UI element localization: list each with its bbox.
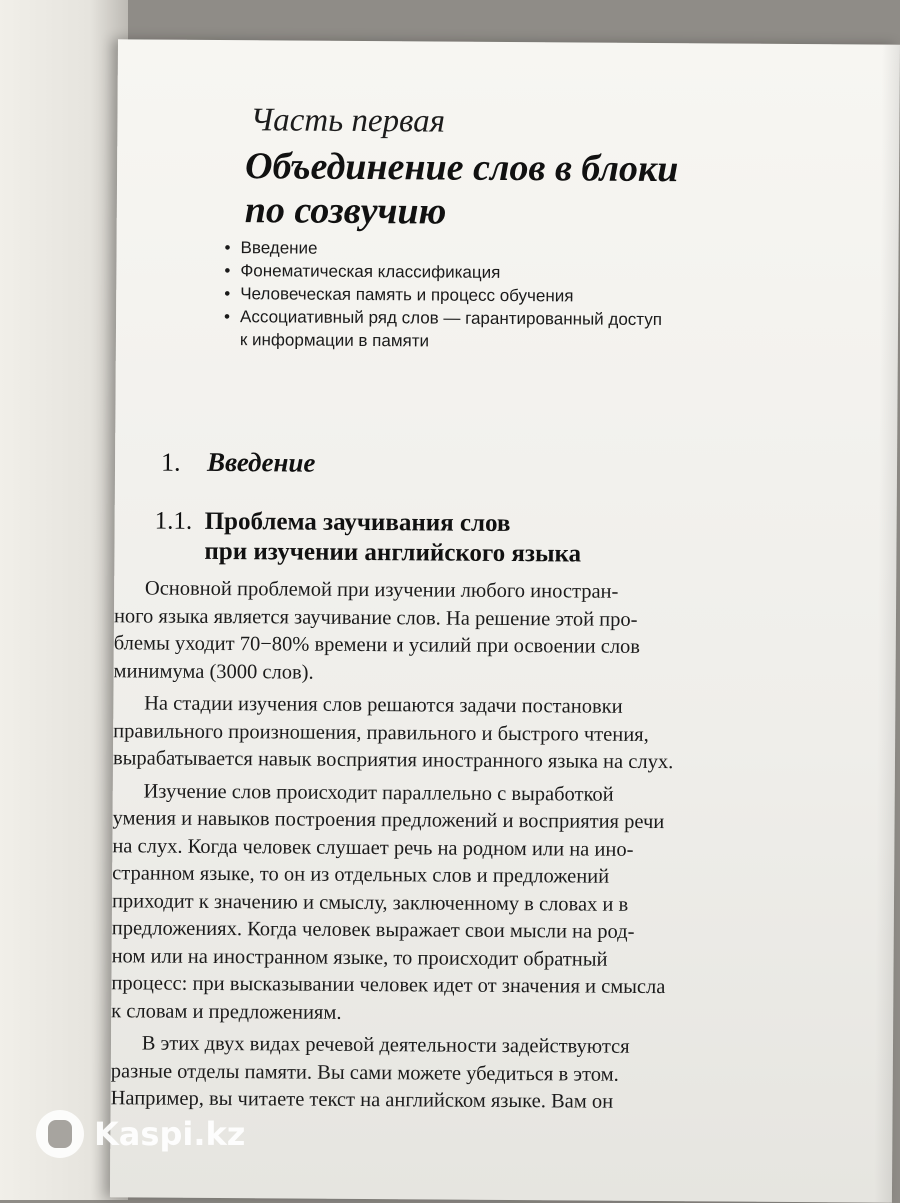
subsection-title: Проблема заучивания слов при изучении английского языка [204,507,582,568]
kaspi-logo-icon [36,1110,84,1158]
section-title: Введение [206,446,316,478]
text-line: приходит к значению и смыслу, заключенному в словах и в [111,889,629,916]
text-line: минимума (3000 слов). [113,659,314,684]
text-line: ном или на иностранном языке, то происходит обратный [111,944,608,971]
contents-item: • Фонематическая классификация [224,259,744,286]
contents-item: • Введение [224,236,744,263]
text-line: Основной проблемой при изучении любого иностран- [114,577,619,603]
subsection-heading [154,507,754,571]
kaspi-watermark [36,1108,245,1160]
text-line: блемы уходит 70−80% времени и усилий при освоении слов [113,632,641,658]
text-line: Например, вы читаете текст на английском языке. Вам он [110,1087,614,1113]
paragraph [111,778,797,1030]
page-edge-shadow [874,45,900,1203]
contents-item: • Ассоциативный ряд слов — гарантированный доступ к информации в памяти [224,305,744,355]
paragraph [113,690,798,777]
part-label: Часть первая [250,102,446,140]
text-line: Изучение слов происходит параллельно с выработкой [112,779,614,806]
chapter-contents-list [224,236,745,355]
text-line: На стадии изучения слов решаются задачи постановки [113,692,623,718]
section-heading [161,447,316,479]
section-number: 1. [160,447,181,477]
contents-item: • Человеческая память и процесс обучения [224,282,744,309]
text-line: на слух. Когда человек слушает речь на родном или на ино- [112,834,634,861]
text-line: вырабатывается навык восприятия иностранного языка на слух. [112,747,674,774]
watermark-text: Kaspi.kz [94,1115,246,1153]
text-line: предложениях. Когда человек выражает свои мысли на род- [111,917,635,943]
subsection-number: 1.1. [154,507,193,535]
paragraph [111,1030,796,1117]
text-line: правильного произношения, правильного и быстрого чтения, [113,719,649,746]
part-title: Объединение слов в блоки по созвучию [244,145,679,233]
paragraph [113,575,798,690]
text-line: странном языке, то он из отдельных слов и предложений [112,862,610,888]
text-line: ного языка является заучивание слов. На решение этой про- [113,604,638,631]
text-line: к словам и предложениям. [111,999,342,1024]
facing-page [0,0,128,1200]
text-line: процесс: при высказывании человек идет от значения и смысла [111,972,666,999]
book-page [110,39,900,1202]
text-line: разные отделы памяти. Вы сами можете убедиться в этом. [110,1059,619,1086]
text-line: умения и навыков построения предложений и восприятия речи [112,807,665,834]
body-text [110,575,798,1122]
text-line: В этих двух видах речевой деятельности задействуются [110,1032,630,1058]
